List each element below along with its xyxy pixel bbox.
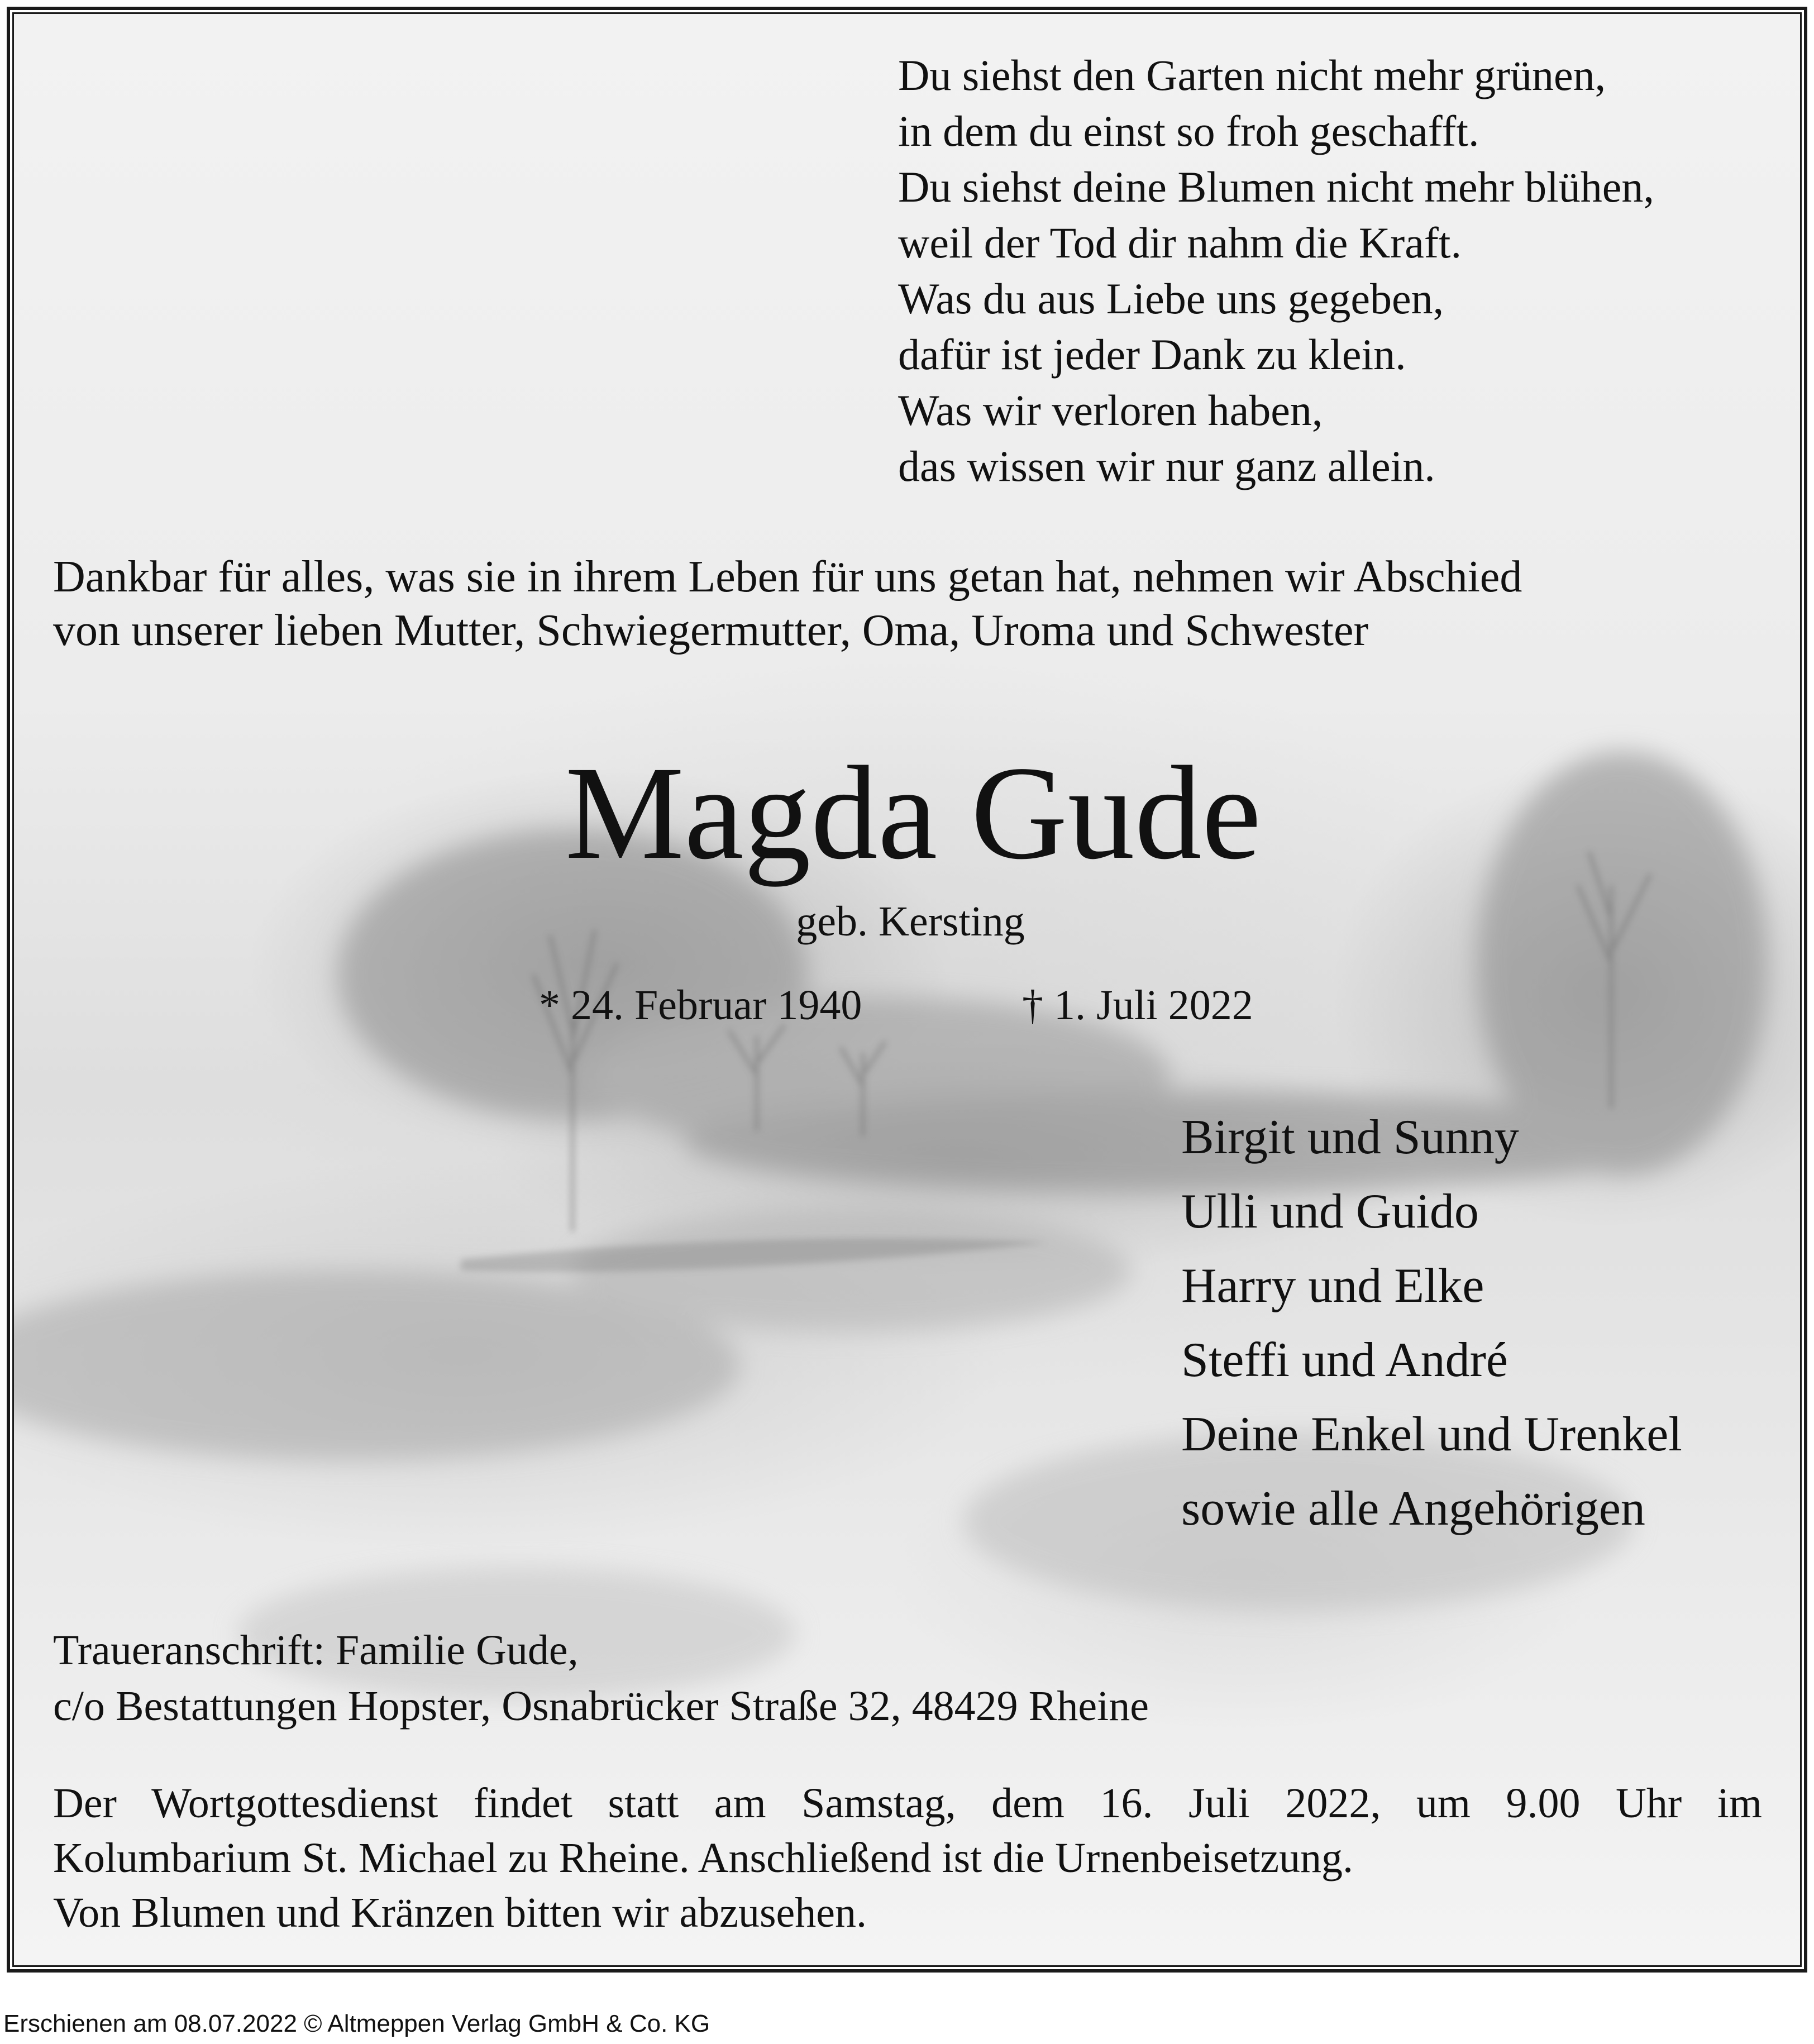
mourners-list: [1181, 1100, 1682, 1546]
mourner-entry: sowie alle Angehörigen: [1181, 1482, 1645, 1536]
service-line: Von Blumen und Kränzen bitten wir abzusehen.: [53, 1889, 867, 1936]
mourner-entry: Ulli und Guido: [1181, 1185, 1479, 1239]
address-line: Traueranschrift: Familie Gude,: [53, 1627, 579, 1674]
intro-text: [53, 550, 1762, 657]
poem-line: Du siehst deine Blumen nicht mehr blühen,: [898, 163, 1654, 211]
poem-line: in dem du einst so froh geschafft.: [898, 107, 1479, 155]
mourner-entry: Deine Enkel und Urenkel: [1181, 1407, 1682, 1462]
birth-date: * 24. Februar 1940: [539, 982, 862, 1029]
poem: [898, 47, 1654, 494]
maiden-name: geb. Kersting: [796, 898, 1025, 945]
death-date: † 1. Juli 2022: [1022, 982, 1253, 1029]
service-line: Der Wortgottesdienst findet statt am Samstag, dem 16. Juli 2022, um 9.00 Uhr im: [53, 1780, 1762, 1827]
poem-line: dafür ist jeder Dank zu klein.: [898, 330, 1406, 379]
intro-line: von unserer lieben Mutter, Schwiegermutter, Oma, Uroma und Schwester: [53, 606, 1369, 655]
poem-line: das wissen wir nur ganz allein.: [898, 442, 1435, 490]
poem-line: Was wir verloren haben,: [898, 386, 1323, 434]
mourning-address: [53, 1622, 1149, 1734]
mourner-entry: Harry und Elke: [1181, 1259, 1484, 1313]
poem-line: weil der Tod dir nahm die Kraft.: [898, 218, 1462, 267]
obituary-panel: [12, 12, 1802, 1967]
poem-line: Du siehst den Garten nicht mehr grünen,: [898, 51, 1606, 99]
service-notice: [53, 1776, 1762, 1940]
publication-footer: Erschienen am 08.07.2022 © Altmeppen Verlag GmbH & Co. KG: [3, 2010, 710, 2037]
service-line: Kolumbarium St. Michael zu Rheine. Anschließend ist die Urnenbeisetzung.: [53, 1835, 1354, 1881]
mourner-entry: Steffi und André: [1181, 1333, 1508, 1387]
address-line: c/o Bestattungen Hopster, Osnabrücker Straße 32, 48429 Rheine: [53, 1683, 1149, 1730]
deceased-name: Magda Gude: [565, 738, 1262, 887]
poem-line: Was du aus Liebe uns gegeben,: [898, 274, 1444, 323]
intro-line: Dankbar für alles, was sie in ihrem Leben für uns getan hat, nehmen wir Abschied: [53, 552, 1522, 601]
mourner-entry: Birgit und Sunny: [1181, 1110, 1519, 1164]
